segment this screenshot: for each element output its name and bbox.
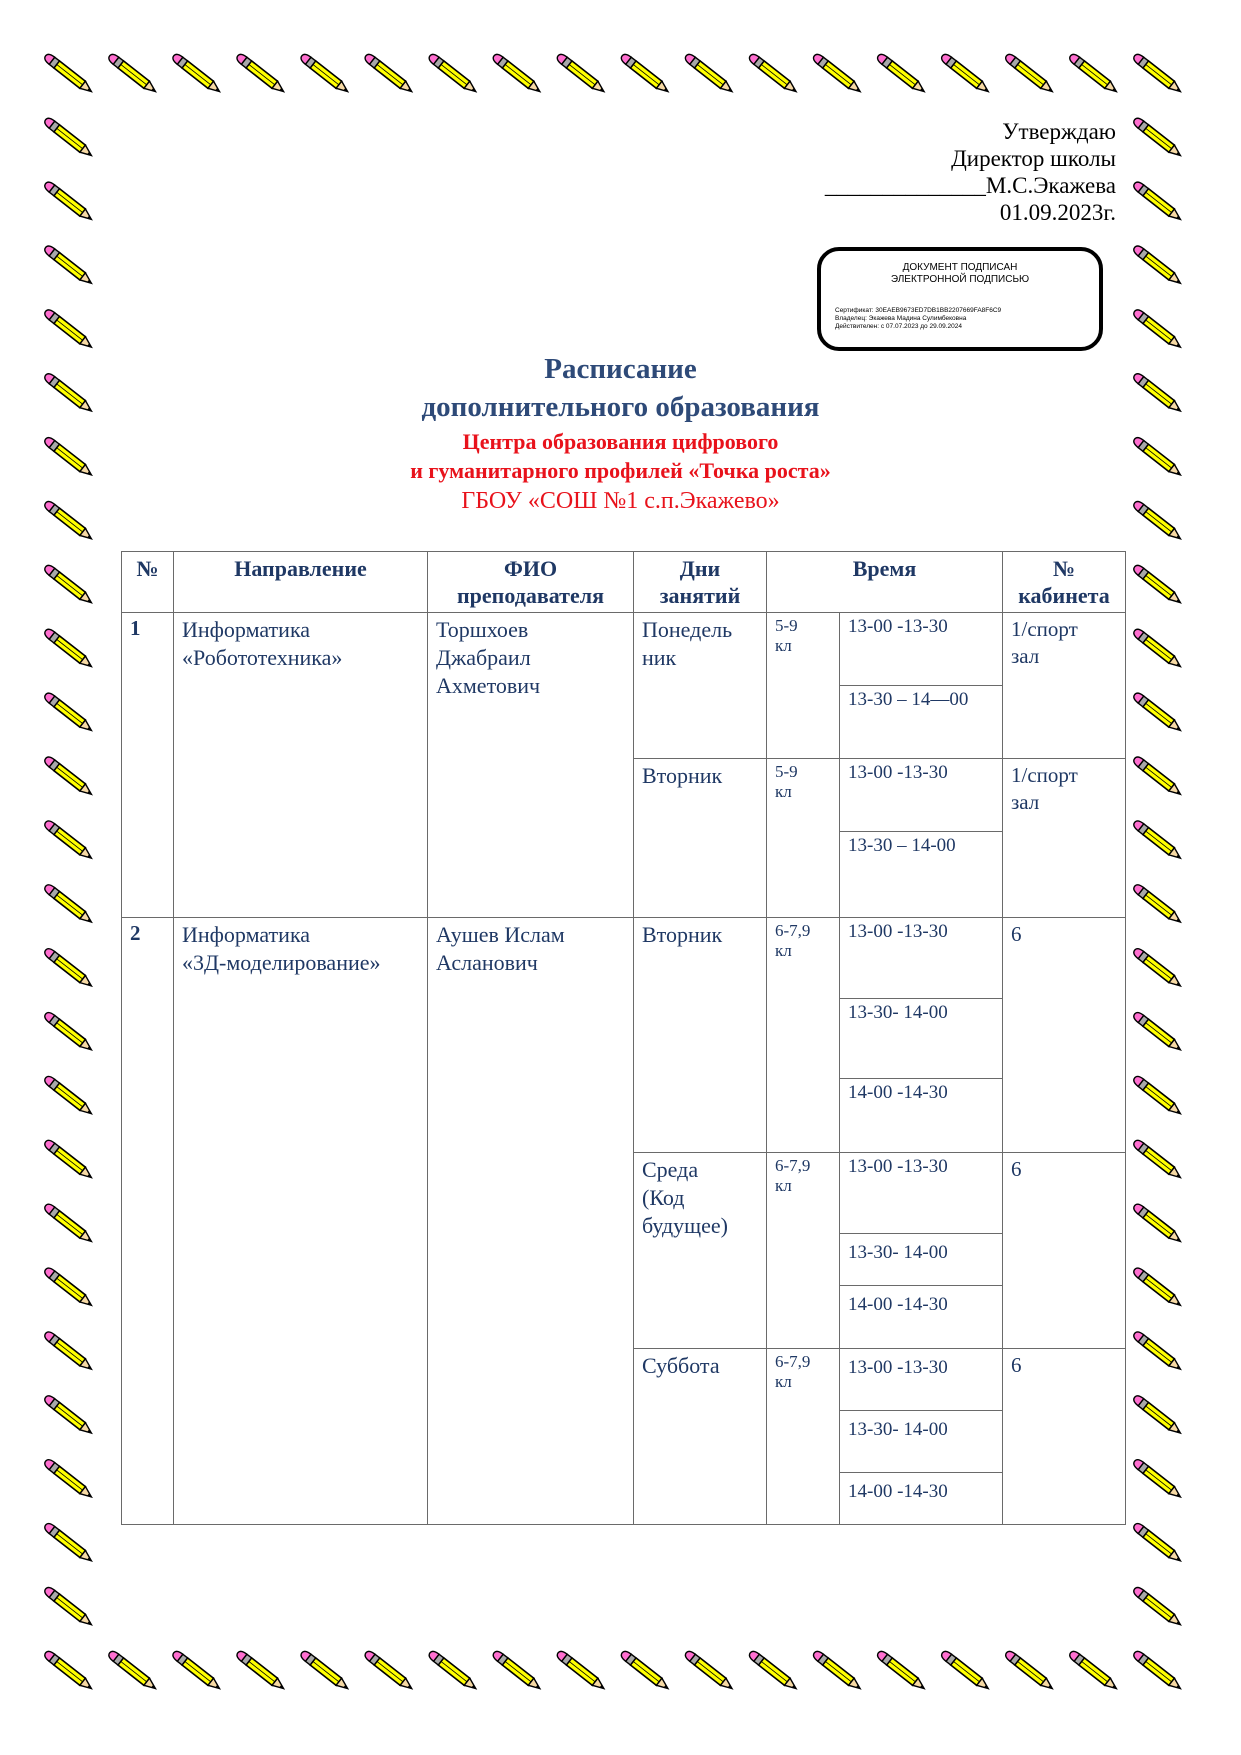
- header-time: Время: [767, 552, 1003, 613]
- pencil-icon: [43, 244, 96, 288]
- time-slot: 13-30- 14-00: [840, 1234, 1003, 1286]
- row-number: 1: [122, 613, 174, 918]
- pencil-icon: [1132, 1138, 1185, 1182]
- stamp-line-2: ЭЛЕКТРОННОЙ ПОДПИСЬЮ: [890, 274, 1030, 285]
- grade-line: 6-7,9: [775, 1156, 811, 1175]
- pencil-icon: [43, 1138, 96, 1182]
- pencil-icon: [1132, 1010, 1185, 1054]
- time-slot: 14-00 -14-30: [840, 1286, 1003, 1349]
- grade-line: кл: [775, 1372, 792, 1391]
- approval-title: Утверждаю: [1002, 119, 1116, 144]
- pencil-icon: [427, 52, 480, 96]
- pencil-icon: [1132, 691, 1185, 735]
- grade-line: кл: [775, 1176, 792, 1195]
- day-cell: [634, 759, 767, 918]
- pencil-icon: [1132, 883, 1185, 927]
- pencil-icon: [1004, 1649, 1057, 1693]
- pencil-icon: [1132, 1202, 1185, 1246]
- pencil-icon: [683, 52, 736, 96]
- schedule-table: [121, 551, 1126, 1525]
- pencil-icon: [43, 52, 96, 96]
- pencil-icon: [43, 116, 96, 160]
- room-cell: [1003, 1349, 1126, 1525]
- center-name-line-1: Центра образования цифрового: [462, 429, 779, 454]
- approval-block: [756, 118, 1116, 226]
- pencil-icon: [171, 52, 224, 96]
- time-slot: 13-00 -13-30: [840, 1153, 1003, 1234]
- teacher-line: Торшхоев: [436, 617, 529, 642]
- approval-signature-line: ______________М.С.Экажева: [824, 173, 1116, 198]
- pencil-icon: [235, 1649, 288, 1693]
- pencil-icon: [43, 563, 96, 607]
- table-row: [122, 918, 1126, 999]
- room-cell: [1003, 613, 1126, 759]
- approval-position: Директор школы: [951, 146, 1116, 171]
- pencil-icon: [1068, 1649, 1121, 1693]
- time-slot: 13-30- 14-00: [840, 999, 1003, 1079]
- day-line: Вторник: [642, 763, 723, 788]
- grade-cell: [767, 613, 840, 759]
- grade-line: 6-7,9: [775, 921, 811, 940]
- pencil-icon: [555, 1649, 608, 1693]
- day-line: (Код: [642, 1185, 685, 1210]
- pencil-icon: [235, 52, 288, 96]
- grade-line: кл: [775, 941, 792, 960]
- header-num: №: [122, 552, 174, 613]
- direction-line: «Робототехника»: [182, 645, 343, 670]
- pencil-icon: [812, 1649, 865, 1693]
- day-cell: [634, 1153, 767, 1349]
- grade-line: 6-7,9: [775, 1352, 811, 1371]
- time-slot: 14-00 -14-30: [840, 1473, 1003, 1525]
- pencil-icon: [299, 52, 352, 96]
- pencil-icon: [43, 947, 96, 991]
- time-slot: 13-00 -13-30: [840, 918, 1003, 999]
- time-slot: 13-00 -13-30: [840, 1349, 1003, 1411]
- pencil-icon: [812, 52, 865, 96]
- grade-line: кл: [775, 782, 792, 801]
- pencil-icon: [1132, 1330, 1185, 1374]
- pencil-icon: [1132, 116, 1185, 160]
- stamp-validity: Действителен: с 07.07.2023 до 29.09.2024: [835, 323, 963, 330]
- pencil-icon: [940, 1649, 993, 1693]
- pencil-icon: [43, 1458, 96, 1502]
- pencil-icon: [1132, 52, 1185, 96]
- pencil-icon: [619, 52, 672, 96]
- pencil-icon: [1132, 755, 1185, 799]
- pencil-icon: [1132, 819, 1185, 863]
- pencil-icon: [43, 1649, 96, 1693]
- pencil-icon: [1068, 52, 1121, 96]
- pencil-icon: [171, 1649, 224, 1693]
- teacher-line: Джабраил: [436, 645, 531, 670]
- room-line: 1/спорт: [1011, 763, 1078, 787]
- pencil-icon: [43, 883, 96, 927]
- direction-line: Информатика: [182, 617, 311, 642]
- pencil-icon: [43, 308, 96, 352]
- grade-cell: [767, 1153, 840, 1349]
- direction-cell: [174, 613, 428, 918]
- pencil-icon: [107, 52, 160, 96]
- pencil-icon: [43, 1585, 96, 1629]
- stamp-line-1: ДОКУМЕНТ ПОДПИСАН: [902, 262, 1018, 273]
- header-days-line-2: занятий: [659, 583, 741, 608]
- pencil-icon: [1132, 180, 1185, 224]
- room-line: зал: [1011, 790, 1040, 814]
- grade-cell: [767, 759, 840, 918]
- header-days: [634, 552, 767, 613]
- teacher-line: Аушев Ислам: [436, 922, 565, 947]
- row-number: 2: [122, 918, 174, 1525]
- pencil-icon: [363, 1649, 416, 1693]
- time-slot: 13-00 -13-30: [840, 613, 1003, 686]
- pencil-icon: [43, 1330, 96, 1374]
- pencil-icon: [1132, 627, 1185, 671]
- page-title: Расписание: [544, 353, 697, 385]
- pencil-icon: [43, 819, 96, 863]
- teacher-cell: [428, 918, 634, 1525]
- room-line: зал: [1011, 644, 1040, 668]
- pencil-icon: [43, 1522, 96, 1566]
- pencil-icon: [43, 1394, 96, 1438]
- pencil-icon: [876, 1649, 929, 1693]
- pencil-icon: [748, 1649, 801, 1693]
- grade-line: кл: [775, 636, 792, 655]
- day-cell: [634, 918, 767, 1153]
- center-name-line-2: и гуманитарного профилей «Точка роста»: [410, 458, 831, 483]
- direction-cell: [174, 918, 428, 1525]
- header-teacher: [428, 552, 634, 613]
- grade-line: 5-9: [775, 616, 798, 635]
- pencil-icon: [1132, 1585, 1185, 1629]
- pencil-icon: [619, 1649, 672, 1693]
- pencil-icon: [43, 1266, 96, 1310]
- pencil-icon: [43, 180, 96, 224]
- pencil-icon: [43, 691, 96, 735]
- day-cell: [634, 1349, 767, 1525]
- day-line: Вторник: [642, 922, 723, 947]
- pencil-icon: [491, 1649, 544, 1693]
- header-teacher-line-1: ФИО: [503, 556, 558, 581]
- grade-cell: [767, 1349, 840, 1525]
- pencil-icon: [43, 1074, 96, 1118]
- pencil-icon: [683, 1649, 736, 1693]
- pencil-icon: [1132, 1266, 1185, 1310]
- pencil-icon: [748, 52, 801, 96]
- day-line: ник: [642, 645, 677, 670]
- pencil-icon: [1132, 308, 1185, 352]
- room-line: 6: [1011, 922, 1022, 946]
- header-direction: Направление: [174, 552, 428, 613]
- pencil-icon: [491, 52, 544, 96]
- pencil-icon: [1132, 1458, 1185, 1502]
- day-line: Понедель: [642, 617, 733, 642]
- time-slot: 13-30 – 14-00: [840, 832, 1003, 918]
- header-teacher-line-2: преподавателя: [457, 583, 604, 608]
- time-slot: 13-00 -13-30: [840, 759, 1003, 832]
- room-line: 1/спорт: [1011, 617, 1078, 641]
- pencil-icon: [363, 52, 416, 96]
- stamp-owner: Владелец: Экажева Мадина Сулимбековна: [835, 315, 967, 322]
- electronic-signature-stamp: [817, 247, 1103, 351]
- table-row: [122, 613, 1126, 686]
- header-days-line-1: Дни: [679, 556, 721, 581]
- pencil-icon: [1132, 1649, 1185, 1693]
- stamp-certificate: Сертификат: 30EAEB9673ED7DB1BB2207669FA8F6C9: [835, 307, 1002, 314]
- pencil-icon: [940, 52, 993, 96]
- time-slot: 13-30- 14-00: [840, 1411, 1003, 1473]
- pencil-icon: [43, 1202, 96, 1246]
- pencil-icon: [1132, 1394, 1185, 1438]
- pencil-icon: [1132, 1074, 1185, 1118]
- pencil-icon: [876, 52, 929, 96]
- room-line: 6: [1011, 1157, 1022, 1181]
- room-cell: [1003, 1153, 1126, 1349]
- pencil-icon: [1132, 947, 1185, 991]
- time-slot: 14-00 -14-30: [840, 1079, 1003, 1153]
- day-cell: [634, 613, 767, 759]
- room-cell: [1003, 759, 1126, 918]
- grade-line: 5-9: [775, 762, 798, 781]
- header-room-line-2: кабинета: [1018, 583, 1110, 608]
- time-slot: 13-30 – 14—00: [840, 686, 1003, 759]
- pencil-icon: [299, 1649, 352, 1693]
- pencil-icon: [107, 1649, 160, 1693]
- pencil-icon: [555, 52, 608, 96]
- day-line: Суббота: [642, 1353, 720, 1378]
- pencil-icon: [43, 627, 96, 671]
- pencil-icon: [43, 755, 96, 799]
- table-header-row: [122, 552, 1126, 613]
- day-line: Среда: [642, 1157, 699, 1182]
- teacher-line: Асланович: [436, 950, 538, 975]
- pencil-icon: [43, 1010, 96, 1054]
- teacher-line: Ахметович: [436, 673, 541, 698]
- day-line: будущее): [642, 1213, 728, 1238]
- pencil-icon: [1132, 244, 1185, 288]
- direction-line: «3Д-моделирование»: [182, 950, 381, 975]
- pencil-icon: [427, 1649, 480, 1693]
- header-room-line-1: №: [1052, 556, 1076, 581]
- header-room: [1003, 552, 1126, 613]
- school-name: ГБОУ «СОШ №1 с.п.Экажево»: [461, 488, 780, 514]
- grade-cell: [767, 918, 840, 1153]
- page-subtitle: дополнительного образования: [421, 391, 820, 423]
- room-cell: [1003, 918, 1126, 1153]
- teacher-cell: [428, 613, 634, 918]
- approval-date: 01.09.2023г.: [999, 200, 1116, 225]
- pencil-icon: [1004, 52, 1057, 96]
- pencil-icon: [1132, 1522, 1185, 1566]
- direction-line: Информатика: [182, 922, 311, 947]
- pencil-icon: [1132, 563, 1185, 607]
- room-line: 6: [1011, 1353, 1022, 1377]
